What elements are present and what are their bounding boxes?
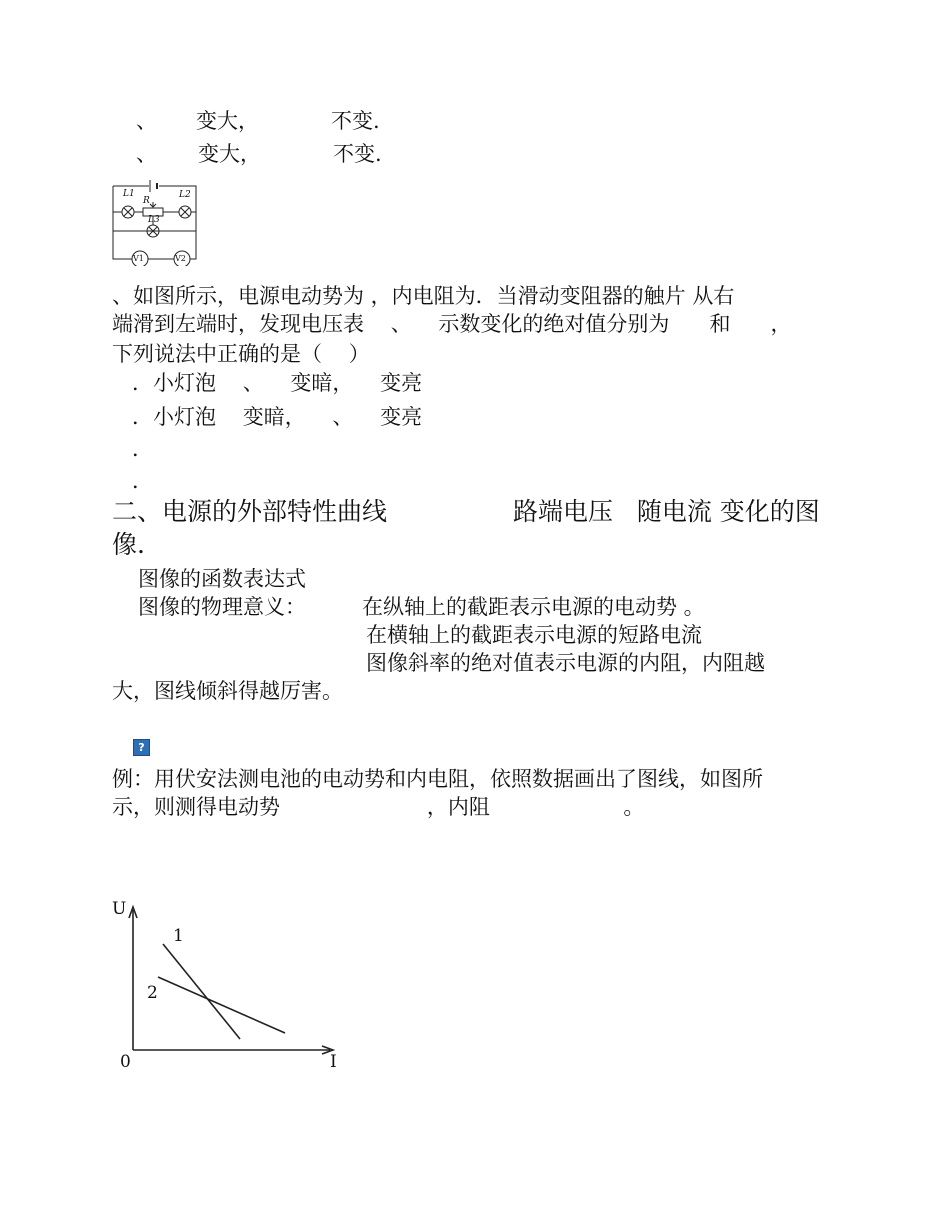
formula-label: 图像的函数表达式 [138,567,306,591]
option-c-text-b: 不变. [331,109,380,133]
graph-line-2 [158,977,285,1033]
meaning-3: 图像斜率的绝对值表示电源的内阻，内阻越 [366,651,765,675]
i-axis-label: I [330,1052,337,1072]
option-d-sep: 、 [136,142,157,166]
meaning-4: 大，图线倾斜得越厉害。 [112,679,343,703]
question-line-3: 下列说法中正确的是（ ） [112,342,370,366]
option-c-sep: 、 [136,109,157,133]
help-icon[interactable]: ? [133,739,150,756]
meaning-label: 图像的物理意义： [138,595,306,619]
option-d-text-b: 不变. [333,142,382,166]
question-line-1: 、如图所示，电源电动势为 ，内电阻为．当滑动变阻器的触片 从右 [112,284,735,308]
option-c-text-a: 变大， [196,109,259,133]
lamp-l1-label: L1 [123,189,135,199]
origin-label: 0 [120,1052,131,1072]
option-a: ．小灯泡 、 变暗， 变亮 [132,371,423,395]
lamp-l3-label: L3 [148,215,160,225]
graph-line-1 [163,944,240,1039]
option-c: ． [132,437,153,461]
option-b: ．小灯泡 变暗， 、 变亮 [132,405,423,429]
option-d-text-a: 变大， [198,142,261,166]
section-heading-part-1: 二、电源的外部特性曲线 [112,497,388,526]
section-heading-part-3: 像. [112,530,145,559]
lamp-l2-label: L2 [179,190,191,200]
rheostat-label: R [143,196,150,206]
meaning-1: 在纵轴上的截距表示电源的电动势 。 [362,595,705,619]
voltmeter-v2-label: V2 [175,254,186,263]
line-1-label: 1 [173,926,184,946]
u-axis-label: U [112,899,127,919]
option-d: ． [132,469,153,493]
ui-graph [110,900,345,1075]
example-line-1: 例：用伏安法测电池的电动势和内电阻，依照数据画出了图线，如图所 [112,767,763,791]
question-line-2: 端滑到左端时，发现电压表 、 示数变化的绝对值分别为 和 ， [112,312,792,336]
meaning-2: 在横轴上的截距表示电源的短路电流 [366,623,702,647]
voltmeter-v1-label: V1 [133,254,144,263]
line-2-label: 2 [147,983,158,1003]
section-heading-part-2: 路端电压 随电流 变化的图 [513,497,820,526]
example-line-2: 示，则测得电动势 ，内阻 。 [112,795,645,819]
